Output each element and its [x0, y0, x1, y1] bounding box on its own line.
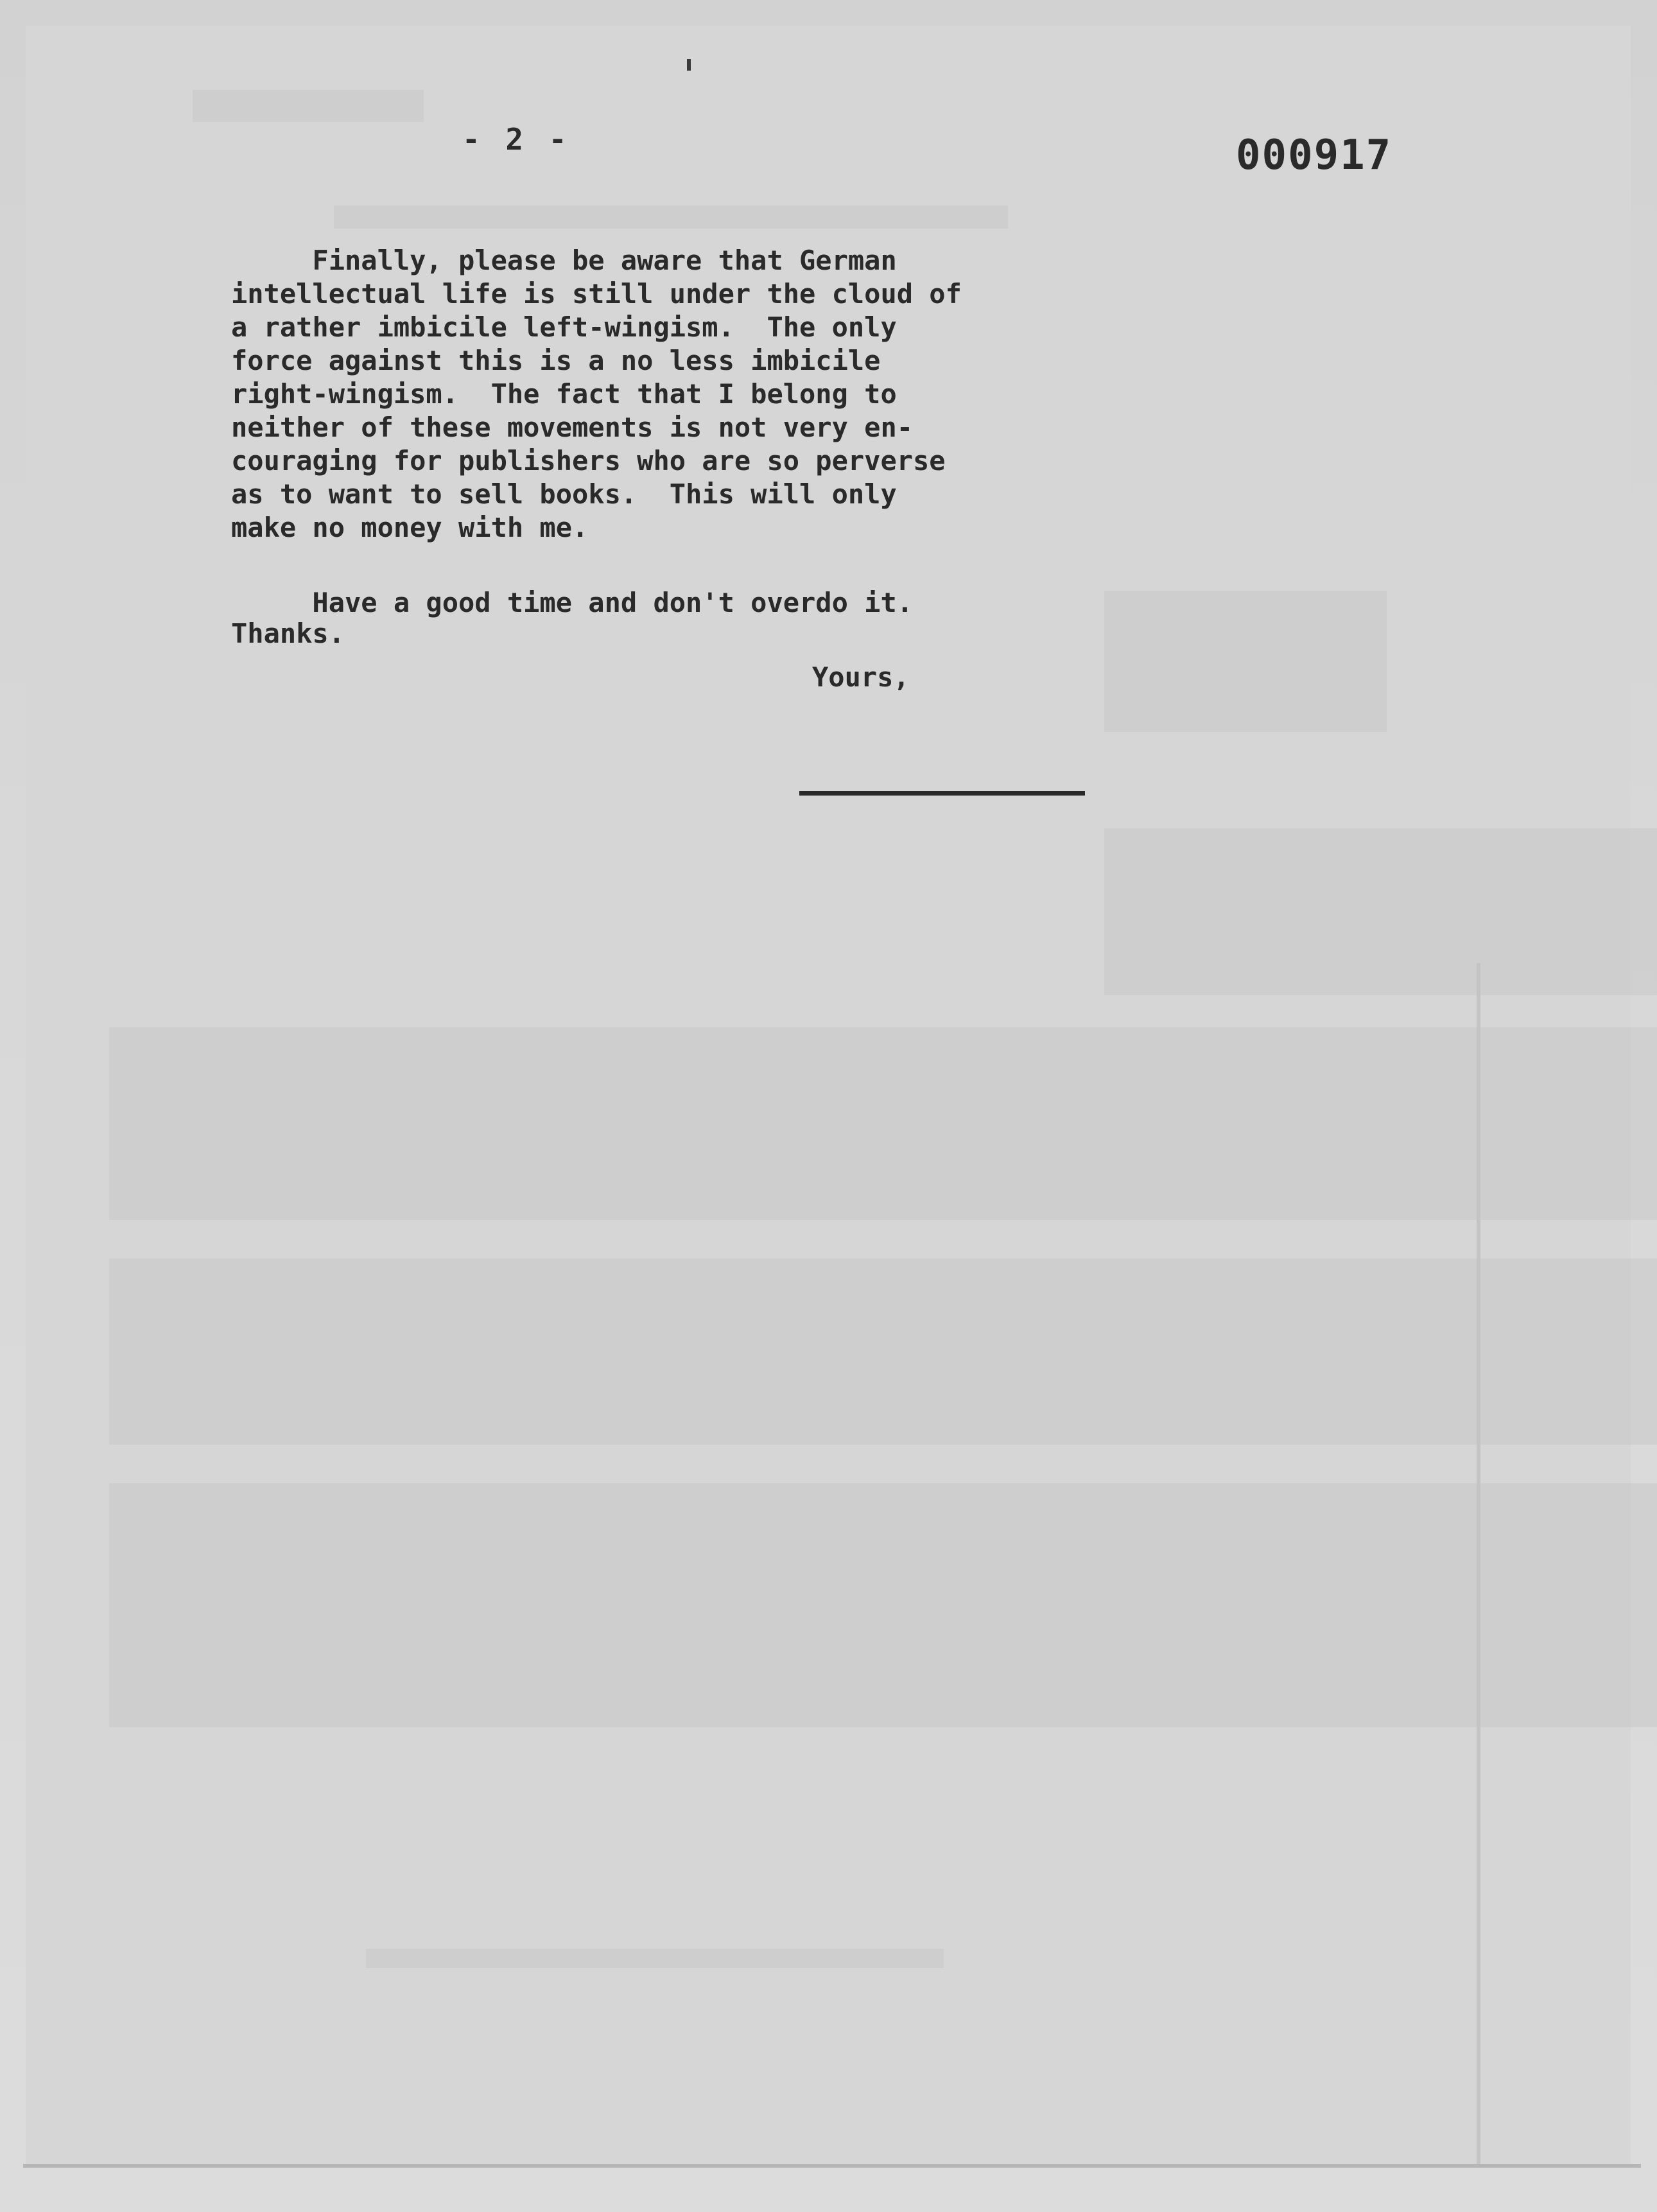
page-number: - 2 - [462, 122, 571, 157]
body-line: intellectual life is still under the cloud of [231, 278, 962, 309]
body-line: a rather imbicile left-wingism. The only [231, 311, 897, 343]
body-line: Finally, please be aware that German [231, 245, 897, 276]
letter-closing [231, 588, 913, 649]
punch-mark [687, 59, 691, 71]
body-line: right-wingism. The fact that I belong to [231, 378, 897, 410]
bleed-through-area-text-1 [1104, 828, 1657, 995]
body-line: make no money with me. [231, 512, 589, 543]
bleed-through-area-top [193, 90, 424, 122]
body-line: force against this is a no less imbicile [231, 345, 881, 376]
body-line: couraging for publishers who are so perverse [231, 445, 946, 476]
letter-body [231, 244, 1130, 544]
closing-line: Have a good time and don't overdo it. [231, 587, 914, 618]
bleed-through-area-text-4 [109, 1483, 1657, 1727]
bleed-through-area-letterhead [334, 205, 1008, 229]
document-id: 000917 [1236, 132, 1392, 179]
bleed-through-area-text-2 [109, 1027, 1657, 1220]
bleed-through-area-address [1104, 591, 1387, 732]
body-line: as to want to sell books. This will only [231, 478, 897, 510]
bleed-through-area-footer [366, 1949, 944, 1968]
sign-off: Yours, [812, 661, 910, 693]
sheet-edge [1477, 963, 1480, 2164]
closing-line: Thanks. [231, 618, 345, 649]
signature-line [799, 791, 1085, 796]
sheet-shadow [23, 2164, 1641, 2168]
bleed-through-area-text-3 [109, 1258, 1657, 1445]
body-line: neither of these movements is not very en- [231, 412, 914, 443]
